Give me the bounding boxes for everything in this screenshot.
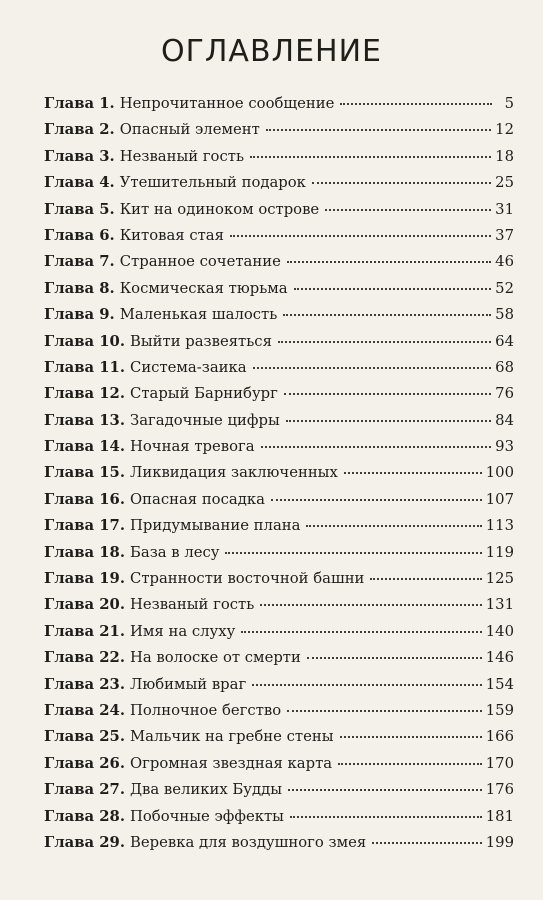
page-number: 46 bbox=[495, 253, 514, 271]
chapter-number: Глава 28. bbox=[44, 807, 125, 825]
toc-entry bbox=[44, 777, 514, 803]
chapter-number: Глава 7. bbox=[44, 253, 115, 271]
chapter-title: Утешительный подарок bbox=[119, 174, 306, 192]
toc-entry bbox=[44, 117, 514, 143]
toc-entry bbox=[44, 592, 514, 618]
chapter-number: Глава 4. bbox=[44, 174, 115, 192]
chapter-title: Старый Барнибург bbox=[130, 385, 278, 403]
toc-entry bbox=[44, 381, 514, 407]
chapter-title: Кит на одиноком острове bbox=[119, 200, 320, 218]
dot-leader bbox=[266, 129, 491, 131]
chapter-title: Имя на слуху bbox=[130, 622, 236, 640]
dot-leader bbox=[312, 182, 491, 184]
toc-entry bbox=[44, 698, 514, 724]
chapter-title: Ликвидация заключенных bbox=[130, 464, 338, 482]
chapter-number: Глава 10. bbox=[44, 332, 125, 350]
toc-entry bbox=[44, 223, 514, 249]
chapter-number: Глава 12. bbox=[44, 385, 125, 403]
dot-leader bbox=[287, 710, 482, 712]
dot-leader bbox=[338, 763, 482, 765]
toc-entry bbox=[44, 540, 514, 566]
dot-leader bbox=[370, 578, 481, 580]
page-number: 18 bbox=[495, 147, 514, 165]
page-number: 64 bbox=[495, 332, 514, 350]
page-number: 76 bbox=[495, 385, 514, 403]
chapter-title: Загадочные цифры bbox=[130, 411, 280, 429]
page-number: 199 bbox=[485, 833, 514, 851]
toc-entry bbox=[44, 170, 514, 196]
dot-leader bbox=[340, 103, 492, 105]
dot-leader bbox=[283, 314, 491, 316]
page-number: 5 bbox=[504, 95, 514, 112]
dot-leader bbox=[290, 816, 482, 818]
toc-entry bbox=[44, 144, 514, 170]
dot-leader bbox=[372, 842, 482, 844]
table-of-contents bbox=[44, 91, 514, 856]
chapter-title: База в лесу bbox=[130, 543, 220, 561]
toc-entry bbox=[44, 487, 514, 513]
page-number: 140 bbox=[485, 622, 514, 640]
toc-entry bbox=[44, 566, 514, 592]
dot-leader bbox=[306, 525, 481, 527]
page-number: 84 bbox=[495, 411, 514, 429]
dot-leader bbox=[271, 499, 482, 501]
page-number: 107 bbox=[485, 490, 514, 508]
chapter-title: Китовая стая bbox=[119, 226, 224, 244]
toc-entry bbox=[44, 249, 514, 275]
page-number: 146 bbox=[485, 649, 514, 667]
chapter-title: Космическая тюрьма bbox=[119, 279, 288, 297]
chapter-number: Глава 21. bbox=[44, 622, 125, 640]
dot-leader bbox=[344, 472, 482, 474]
chapter-number: Глава 6. bbox=[44, 226, 115, 244]
chapter-title: Непрочитанное сообщение bbox=[119, 95, 335, 112]
chapter-number: Глава 25. bbox=[44, 728, 125, 746]
toc-entry bbox=[44, 645, 514, 671]
page-number: 52 bbox=[495, 279, 514, 297]
dot-leader bbox=[261, 446, 492, 448]
chapter-title: Незваный гость bbox=[119, 147, 244, 165]
chapter-number: Глава 5. bbox=[44, 200, 115, 218]
chapter-title: Маленькая шалость bbox=[119, 306, 278, 324]
toc-entry bbox=[44, 197, 514, 223]
page-number: 25 bbox=[495, 174, 514, 192]
toc-entry bbox=[44, 513, 514, 539]
dot-leader bbox=[286, 420, 491, 422]
toc-entry bbox=[44, 751, 514, 777]
toc-entry bbox=[44, 408, 514, 434]
chapter-number: Глава 15. bbox=[44, 464, 125, 482]
chapter-number: Глава 2. bbox=[44, 121, 115, 139]
chapter-number: Глава 14. bbox=[44, 438, 125, 456]
dot-leader bbox=[250, 156, 491, 158]
chapter-title: Ночная тревога bbox=[130, 438, 255, 456]
page-number: 93 bbox=[495, 438, 514, 456]
chapter-title: Незваный гость bbox=[130, 596, 255, 614]
toc-entry bbox=[44, 355, 514, 381]
dot-leader bbox=[225, 552, 481, 554]
page-number: 37 bbox=[495, 226, 514, 244]
chapter-number: Глава 8. bbox=[44, 279, 115, 297]
chapter-number: Глава 27. bbox=[44, 781, 125, 799]
page-title: ОГЛАВЛЕНИЕ bbox=[160, 34, 383, 69]
chapter-title: Странное сочетание bbox=[119, 253, 281, 271]
chapter-title: Мальчик на гребне стены bbox=[130, 728, 334, 746]
chapter-number: Глава 1. bbox=[44, 95, 115, 112]
dot-leader bbox=[278, 341, 491, 343]
toc-entry bbox=[44, 276, 514, 302]
chapter-title: Огромная звездная карта bbox=[130, 754, 333, 772]
page-number: 113 bbox=[485, 517, 514, 535]
chapter-number: Глава 9. bbox=[44, 306, 115, 324]
dot-leader bbox=[253, 367, 492, 369]
dot-leader bbox=[241, 631, 481, 633]
toc-entry bbox=[44, 91, 514, 117]
chapter-title: Система-заика bbox=[130, 358, 247, 376]
dot-leader bbox=[340, 736, 482, 738]
toc-entry bbox=[44, 434, 514, 460]
chapter-number: Глава 16. bbox=[44, 490, 125, 508]
chapter-number: Глава 20. bbox=[44, 596, 125, 614]
dot-leader bbox=[307, 657, 482, 659]
toc-entry bbox=[44, 619, 514, 645]
page-number: 100 bbox=[485, 464, 514, 482]
chapter-title: Придумывание плана bbox=[130, 517, 301, 535]
toc-entry bbox=[44, 460, 514, 486]
page-number: 181 bbox=[485, 807, 514, 825]
chapter-number: Глава 23. bbox=[44, 675, 125, 693]
dot-leader bbox=[294, 288, 492, 290]
chapter-number: Глава 26. bbox=[44, 754, 125, 772]
page-number: 12 bbox=[495, 121, 514, 139]
page-number: 176 bbox=[485, 781, 514, 799]
toc-entry bbox=[44, 804, 514, 830]
toc-entry bbox=[44, 830, 514, 856]
page-number: 154 bbox=[485, 675, 514, 693]
page-number: 159 bbox=[485, 701, 514, 719]
chapter-number: Глава 29. bbox=[44, 833, 125, 851]
page-number: 131 bbox=[485, 596, 514, 614]
chapter-title: Выйти развеяться bbox=[130, 332, 272, 350]
chapter-title: Странности восточной башни bbox=[130, 570, 365, 588]
chapter-number: Глава 19. bbox=[44, 570, 125, 588]
page-number: 170 bbox=[485, 754, 514, 772]
chapter-number: Глава 22. bbox=[44, 649, 125, 667]
chapter-title: Опасный элемент bbox=[119, 121, 260, 139]
chapter-title: На волоске от смерти bbox=[130, 649, 301, 667]
chapter-title: Полночное бегство bbox=[130, 701, 282, 719]
toc-entry bbox=[44, 329, 514, 355]
page-number: 58 bbox=[495, 306, 514, 324]
chapter-title: Опасная посадка bbox=[130, 490, 265, 508]
chapter-title: Побочные эффекты bbox=[130, 807, 284, 825]
chapter-number: Глава 13. bbox=[44, 411, 125, 429]
chapter-title: Два великих Будды bbox=[130, 781, 282, 799]
chapter-number: Глава 18. bbox=[44, 543, 125, 561]
dot-leader bbox=[287, 261, 491, 263]
chapter-title: Веревка для воздушного змея bbox=[130, 833, 367, 851]
dot-leader bbox=[230, 235, 491, 237]
toc-entry bbox=[44, 672, 514, 698]
toc-entry bbox=[44, 302, 514, 328]
dot-leader bbox=[260, 604, 481, 606]
chapter-title: Любимый враг bbox=[130, 675, 247, 693]
dot-leader bbox=[325, 209, 491, 211]
dot-leader bbox=[288, 789, 482, 791]
chapter-number: Глава 3. bbox=[44, 147, 115, 165]
page-number: 125 bbox=[485, 570, 514, 588]
toc-entry bbox=[44, 724, 514, 750]
chapter-number: Глава 17. bbox=[44, 517, 125, 535]
page-number: 166 bbox=[485, 728, 514, 746]
page-number: 68 bbox=[495, 358, 514, 376]
dot-leader bbox=[252, 684, 482, 686]
chapter-number: Глава 11. bbox=[44, 358, 125, 376]
chapter-number: Глава 24. bbox=[44, 701, 125, 719]
dot-leader bbox=[284, 393, 491, 395]
page-number: 119 bbox=[485, 543, 514, 561]
page-number: 31 bbox=[495, 200, 514, 218]
